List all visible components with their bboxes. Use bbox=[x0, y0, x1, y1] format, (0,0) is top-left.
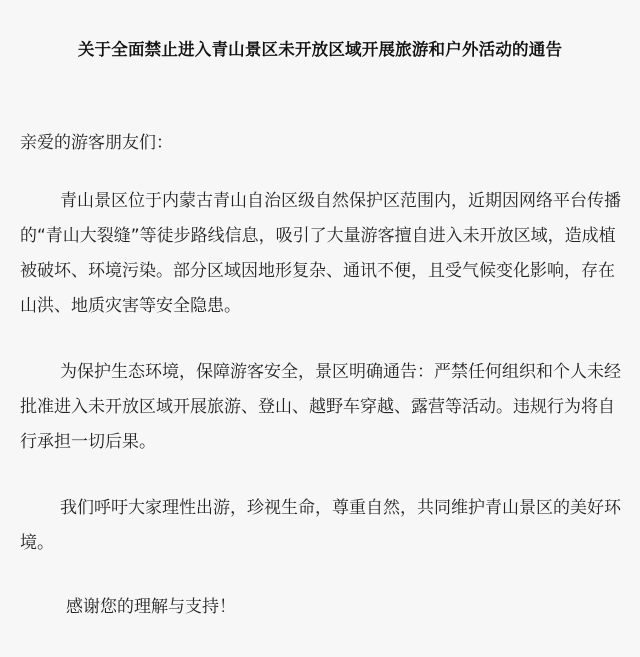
notice-title: 关于全面禁止进入青山景区未开放区域开展旅游和户外活动的通告 bbox=[77, 40, 563, 59]
paragraph-background: 青山景区位于内蒙古青山自治区级自然保护区范围内，近期因网络平台传播的“青山大裂缝”等徒步路线信息，吸引了大量游客擅自进入未开放区域，造成植被破坏、环境污染。部分区域因地形复杂、通讯不便，且受气候变化影响，存在山洪、地质灾害等安全隐患。 bbox=[20, 191, 621, 316]
closing-thanks: 感谢您的理解与支持！ bbox=[66, 597, 236, 617]
greeting-line: 亲爱的游客朋友们： bbox=[20, 133, 173, 153]
paragraph-prohibition: 为保护生态环境，保障游客安全，景区明确通告：严禁任何组织和个人未经批准进入未开放区域开展旅游、登山、越野车穿越、露营等活动。违规行为将自行承担一切后果。 bbox=[20, 362, 621, 452]
paragraph-appeal: 我们呼吁大家理性出游，珍视生命，尊重自然，共同维护青山景区的美好环境。 bbox=[20, 498, 621, 553]
